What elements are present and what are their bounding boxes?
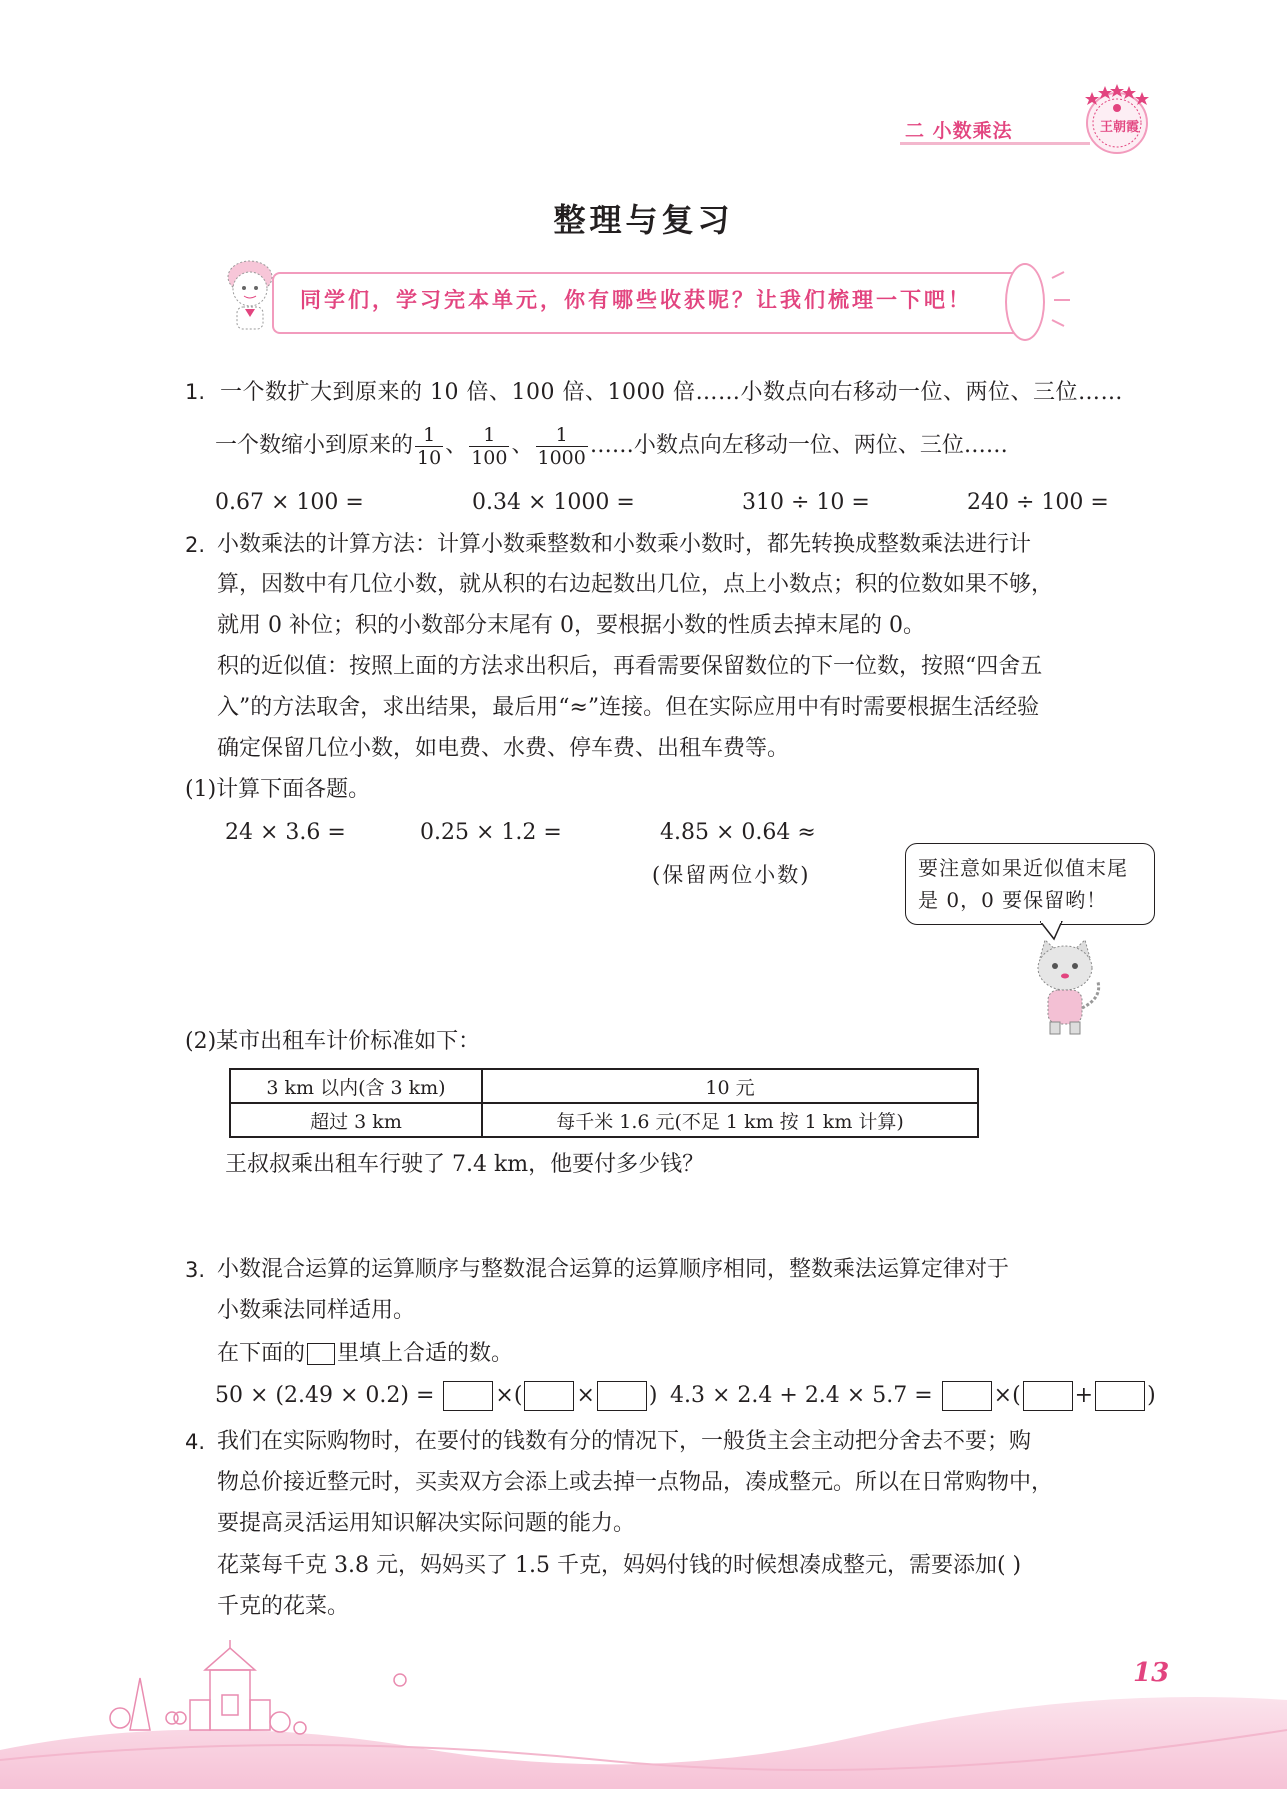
section-2-para-1-line-3: 就用 0 补位；积的小数部分末尾有 0，要根据小数的性质去掉末尾的 0。: [217, 613, 925, 638]
answer-box[interactable]: [1023, 1381, 1073, 1411]
exercise-2b: 0.25 × 1.2 =: [420, 820, 562, 845]
section-4-line-3: 要提高灵活运用知识解决实际问题的能力。: [217, 1511, 636, 1536]
section-2-para-1-line-2: 算，因数中有几位小数，就从积的右边起数出几位，点上小数点；积的位数如果不够，: [217, 572, 1054, 597]
table-row: [230, 1069, 978, 1103]
question-2-2-text: 王叔叔乘出租车行驶了 7.4 km，他要付多少钱？: [225, 1152, 705, 1177]
tip-line-1: 要注意如果近似值末尾: [918, 856, 1128, 880]
section-1-line-1: [185, 377, 1123, 408]
section-1-text: 一个数扩大到原来的 10 倍、100 倍、1000 倍……小数点向右移动一位、两位、三位……: [220, 380, 1123, 405]
fraction-1-100: $\frac{1}{100}$: [471, 423, 508, 469]
table-row: [230, 1103, 978, 1137]
section-4-question-line-2: 千克的花菜。: [217, 1594, 350, 1619]
expression-1: 50 × (2.49 × 0.2) = ×( × ): [215, 1381, 657, 1411]
footer-wave-icon: [0, 1640, 1287, 1789]
example-blank-box: [307, 1343, 335, 1365]
fraction-1-1000: $\frac{1}{1000}$: [537, 423, 586, 469]
exercise-1a: 0.67 × 100 =: [215, 490, 364, 515]
section-4-line-2: 物总价接近整元时，买卖双方会添上或去掉一点物品，凑成整元。所以在日常购物中，: [217, 1470, 1054, 1495]
intro-text: 同学们，学习完本单元，你有哪些收获呢？让我们梳理一下吧！: [300, 287, 972, 312]
section-3-line-2: 小数乘法同样适用。: [217, 1298, 416, 1323]
fare-cell: 超过 3 km: [230, 1103, 482, 1137]
chapter-tag: 二 小数乘法: [905, 120, 1013, 142]
section-1-line-2-suffix: ……小数点向左移动一位、两位、三位……: [589, 433, 1008, 458]
expression-2: 4.3 × 2.4 + 2.4 × 5.7 = ×( + ): [670, 1381, 1156, 1411]
cat-illustration: [1020, 938, 1110, 1042]
chapter-underline: [900, 142, 1090, 145]
section-2-number: 2.: [185, 533, 206, 557]
answer-box[interactable]: [1095, 1381, 1145, 1411]
section-2-para-2-line-2: 入”的方法取舍，求出结果，最后用“≈”连接。但在实际应用中有时需要根据生活经验: [217, 695, 1040, 720]
fare-cell: 3 km 以内(含 3 km): [230, 1069, 482, 1103]
section-4-question-line-1: 花菜每千克 3.8 元，妈妈买了 1.5 千克，妈妈付钱的时候想凑成整元，需要添加( ): [217, 1553, 1022, 1578]
section-4-number: 4.: [185, 1430, 206, 1454]
sparkle-icon: [1048, 270, 1074, 334]
footer-decoration: [0, 1640, 1287, 1793]
answer-box[interactable]: [524, 1381, 574, 1411]
fare-table: [229, 1068, 979, 1138]
fare-cell: 每千米 1.6 元(不足 1 km 按 1 km 计算): [482, 1103, 978, 1137]
page-number: 13: [1133, 1658, 1170, 1688]
section-1-line-2-prefix: 一个数缩小到原来的: [215, 433, 414, 458]
page-title: 整理与复习: [553, 201, 734, 239]
section-4-line-1: 我们在实际购物时，在要付的钱数有分的情况下，一般货主会主动把分舍去不要；购: [217, 1429, 1032, 1454]
section-1-line-2: 一个数缩小到原来的 $\frac{1}{10}$ 、 $\frac{1}{100}$ 、 $\frac{1}{1000}$ ……小数点向左移动一位、两位、三位……: [215, 423, 1008, 469]
question-2-1-label: (1)计算下面各题。: [185, 777, 371, 802]
exercise-1c: 310 ÷ 10 =: [742, 490, 870, 515]
section-2-para-1-line-1: 小数乘法的计算方法：计算小数乘整数和小数乘小数时，都先转换成整数乘法进行计: [217, 532, 1032, 557]
logo-text: 王朝霞: [1100, 120, 1140, 135]
exercise-2c: 4.85 × 0.64 ≈: [660, 820, 816, 845]
answer-box[interactable]: [597, 1381, 647, 1411]
exercise-1b: 0.34 × 1000 =: [472, 490, 635, 515]
fare-cell: 10 元: [482, 1069, 978, 1103]
section-3-line-1: 小数混合运算的运算顺序与整数混合运算的运算顺序相同，整数乘法运算定律对于: [217, 1257, 1010, 1282]
tip-line-2: 是 0，0 要保留哟！: [918, 888, 1108, 912]
cat-icon: [1020, 938, 1110, 1038]
answer-box[interactable]: [942, 1381, 992, 1411]
banner-scroll-end: [1005, 263, 1045, 341]
answer-box[interactable]: [443, 1381, 493, 1411]
exercise-1d: 240 ÷ 100 =: [967, 490, 1109, 515]
rounding-note: (保留两位小数): [652, 863, 811, 887]
section-2-para-2-line-1: 积的近似值：按照上面的方法求出积后，再看需要保留数位的下一位数，按照“四舍五: [217, 654, 1043, 679]
section-3-number: 3.: [185, 1258, 206, 1282]
section-1-number: 1.: [185, 380, 206, 404]
section-2-para-2-line-3: 确定保留几位小数，如电费、水费、停车费、出租车费等。: [217, 736, 790, 761]
section-3-instruction: 在下面的 里填上合适的数。: [217, 1341, 514, 1366]
exercise-2a: 24 × 3.6 =: [225, 820, 346, 845]
fraction-1-10: $\frac{1}{10}$: [417, 423, 442, 469]
question-2-2-label: (2)某市出租车计价标准如下：: [185, 1029, 481, 1054]
